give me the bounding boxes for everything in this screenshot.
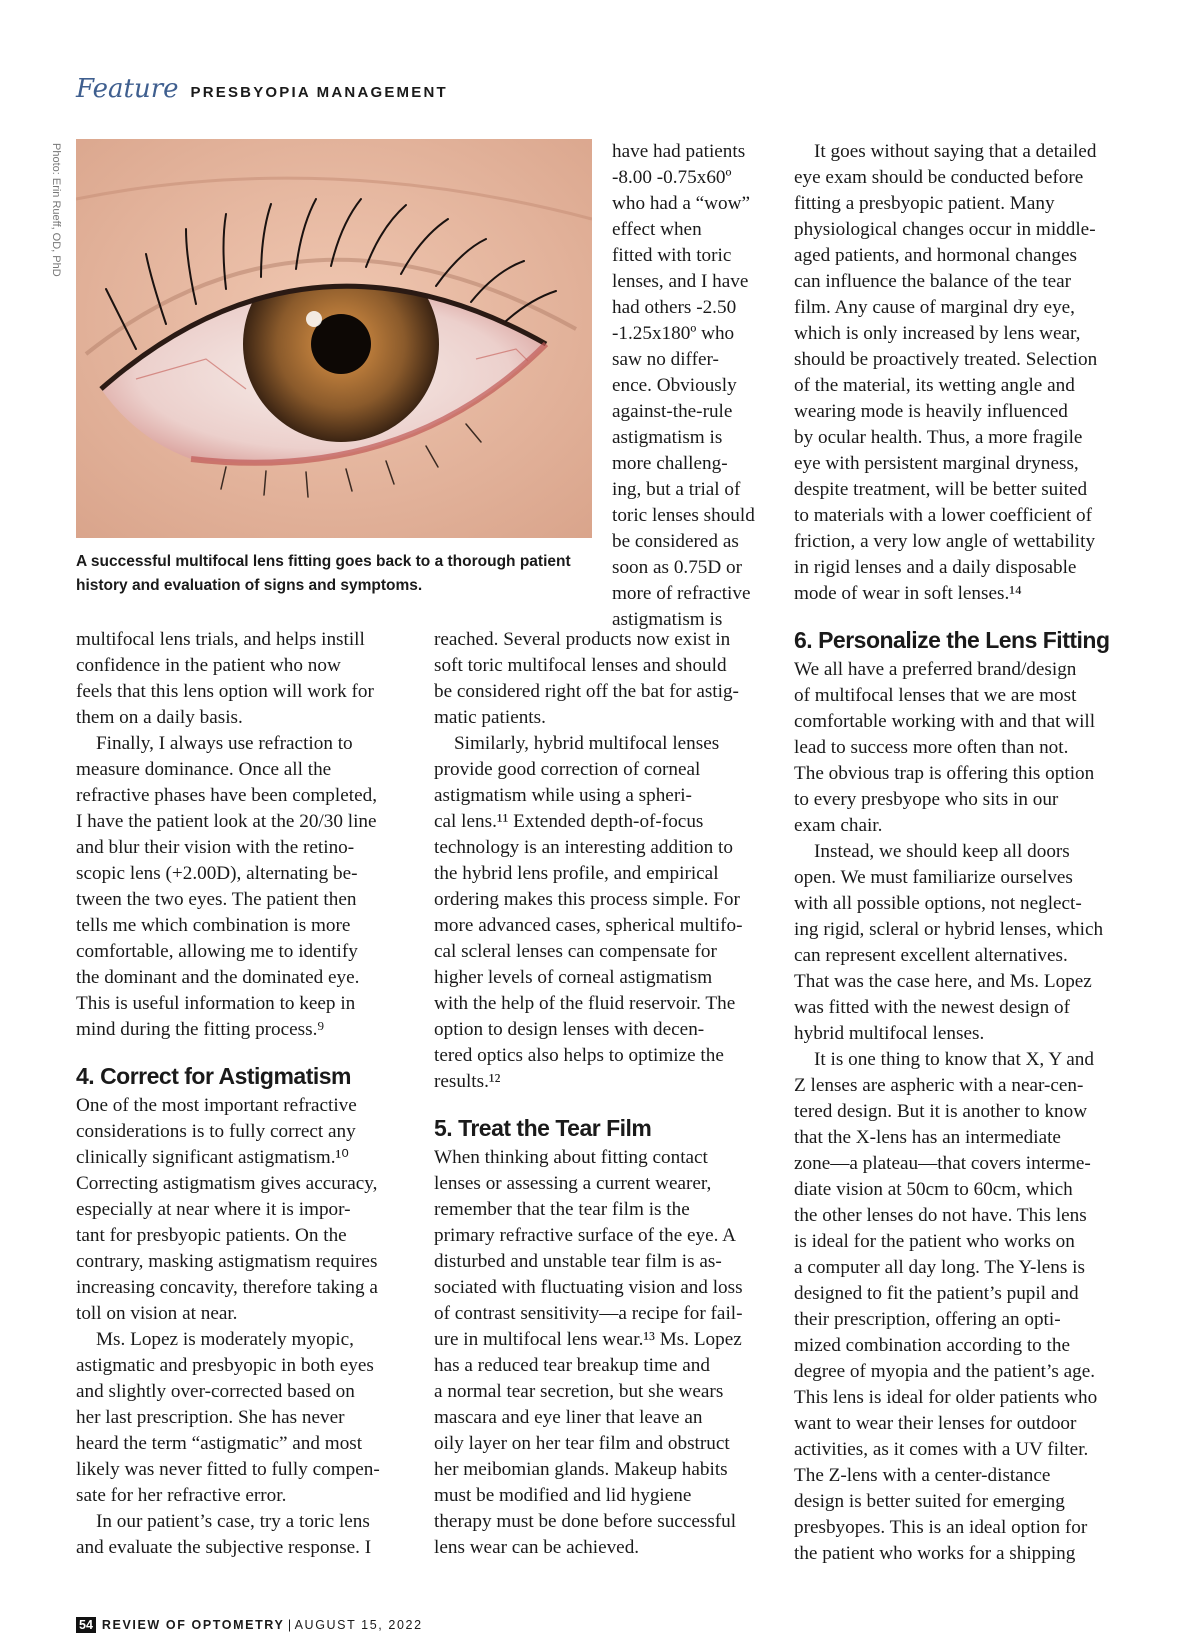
section-heading: 5. Treat the Tear Film [434, 1115, 652, 1141]
text-line: to every presbyope who sits in our [794, 789, 1059, 810]
text-line: of contrast sensitivity—a recipe for fail- [434, 1303, 743, 1324]
text-line: sociated with fluctuating vision and loss [434, 1277, 743, 1298]
text-line: lead to success more often than not. [794, 737, 1069, 758]
text-line: effect when [612, 219, 702, 240]
text-line: multifocal lens trials, and helps instill [76, 629, 365, 650]
text-line: primary refractive surface of the eye. A [434, 1225, 737, 1246]
text-line: considerations is to fully correct any [76, 1121, 356, 1142]
text-line: aged patients, and hormonal changes [794, 245, 1077, 266]
text-line: oily layer on her tear film and obstruct [434, 1433, 730, 1454]
text-line: diate vision at 50cm to 60cm, which [794, 1179, 1073, 1200]
text-line: ordering makes this process simple. For [434, 889, 740, 910]
text-line: provide good correction of corneal [434, 759, 701, 780]
text-line: This is useful information to keep in [76, 993, 356, 1014]
text-line: eye with persistent marginal dryness, [794, 453, 1079, 474]
footer-separator: | [287, 1618, 292, 1632]
text-line: comfortable working with and that will [794, 711, 1096, 732]
page-footer [76, 1617, 423, 1633]
text-line: reached. Several products now exist in [434, 629, 731, 650]
text-line: cal lens.¹¹ Extended depth-of-focus [434, 811, 704, 832]
text-line: astigmatic and presbyopic in both eyes [76, 1355, 374, 1376]
text-line: a normal tear secretion, but she wears [434, 1381, 724, 1402]
text-line: comfortable, allowing me to identify [76, 941, 358, 962]
text-line: mode of wear in soft lenses.¹⁴ [794, 583, 1022, 604]
caption-line: history and evaluation of signs and symptoms. [76, 577, 423, 594]
text-line: tween the two eyes. The patient then [76, 889, 357, 910]
text-line: increasing concavity, therefore taking a [76, 1277, 378, 1298]
text-line: designed to fit the patient’s pupil and [794, 1283, 1079, 1304]
text-line: The obvious trap is offering this option [794, 763, 1095, 784]
text-line: Finally, I always use refraction to [96, 733, 353, 754]
caption-line: A successful multifocal lens fitting goes back to a thorough patient [76, 553, 571, 570]
text-line: activities, as it comes with a UV filter. [794, 1439, 1089, 1460]
photo-caption [76, 550, 606, 598]
text-line: presbyopes. This is an ideal option for [794, 1517, 1088, 1538]
text-line: likely was never fitted to fully compen- [76, 1459, 380, 1480]
text-line: remember that the tear film is the [434, 1199, 690, 1220]
text-line: fitted with toric [612, 245, 732, 266]
text-line: is ideal for the patient who works on [794, 1231, 1075, 1252]
text-line: more challeng- [612, 453, 728, 474]
text-line: to materials with a lower coefficient of [794, 505, 1093, 526]
issue-date: AUGUST 15, 2022 [294, 1618, 423, 1632]
text-line: should be proactively treated. Selection [794, 349, 1098, 370]
text-line: fitting a presbyopic patient. Many [794, 193, 1055, 214]
text-line: the hybrid lens profile, and empirical [434, 863, 719, 884]
text-line: toric lenses should [612, 505, 755, 526]
text-line: I have the patient look at the 20/30 line [76, 811, 377, 832]
text-line: heard the term “astigmatic” and most [76, 1433, 363, 1454]
text-line: against-the-rule [612, 401, 733, 422]
text-line: soon as 0.75D or [612, 557, 743, 578]
text-line: In our patient’s case, try a toric lens [96, 1511, 370, 1532]
running-header [76, 74, 448, 114]
text-line: soft toric multifocal lenses and should [434, 655, 727, 676]
text-line: hybrid multifocal lenses. [794, 1023, 985, 1044]
text-line: tells me which combination is more [76, 915, 351, 936]
text-line: astigmatism while using a spheri- [434, 785, 692, 806]
text-line: in rigid lenses and a daily disposable [794, 557, 1077, 578]
text-line: that the X-lens has an intermediate [794, 1127, 1061, 1148]
text-line: We all have a preferred brand/design [794, 659, 1077, 680]
text-line: lenses, and I have [612, 271, 749, 292]
text-line: physiological changes occur in middle- [794, 219, 1096, 240]
text-line: the other lenses do not have. This lens [794, 1205, 1087, 1226]
text-line: Similarly, hybrid multifocal lenses [454, 733, 720, 754]
text-line: was fitted with the newest design of [794, 997, 1071, 1018]
column-3 [794, 139, 1110, 1567]
text-line: have had patients [612, 141, 746, 162]
text-line: contrary, masking astigmatism requires [76, 1251, 378, 1272]
text-line: must be modified and lid hygiene [434, 1485, 692, 1506]
text-line: option to design lenses with decen- [434, 1019, 705, 1040]
text-line: eye exam should be conducted before [794, 167, 1084, 188]
text-line: their prescription, offering an opti- [794, 1309, 1061, 1330]
text-line: who had a “wow” [612, 193, 750, 214]
section-label: PRESBYOPIA MANAGEMENT [190, 84, 448, 101]
page-number: 54 [76, 1617, 96, 1633]
text-line: mized combination according to the [794, 1335, 1070, 1356]
text-line: cal scleral lenses can compensate for [434, 941, 717, 962]
text-line: saw no differ- [612, 349, 719, 370]
text-line: ure in multifocal lens wear.¹³ Ms. Lopez [434, 1329, 742, 1350]
text-line: When thinking about fitting contact [434, 1147, 708, 1168]
text-line: tered optics also helps to optimize the [434, 1045, 724, 1066]
text-line: exam chair. [794, 815, 883, 836]
text-line: of multifocal lenses that we are most [794, 685, 1077, 706]
text-line: lenses or assessing a current wearer, [434, 1173, 712, 1194]
text-line: which is only increased by lens wear, [794, 323, 1081, 344]
text-line: Ms. Lopez is moderately myopic, [96, 1329, 354, 1350]
text-line: matic patients. [434, 707, 546, 728]
text-line: confidence in the patient who now [76, 655, 341, 676]
text-line: astigmatism is [612, 427, 723, 448]
text-line: refractive phases have been completed, [76, 785, 377, 806]
text-line: by ocular health. Thus, a more fragile [794, 427, 1083, 448]
text-line: design is better suited for emerging [794, 1491, 1065, 1512]
text-line: Correcting astigmatism gives accuracy, [76, 1173, 378, 1194]
text-line: and slightly over-corrected based on [76, 1381, 355, 1402]
text-line: zone—a plateau—that covers interme- [794, 1153, 1091, 1174]
journal-name: REVIEW OF OPTOMETRY [101, 1618, 285, 1632]
text-line: and evaluate the subjective response. I [76, 1537, 372, 1558]
text-line: her last prescription. She has never [76, 1407, 345, 1428]
text-line: want to wear their lenses for outdoor [794, 1413, 1077, 1434]
text-line: It is one thing to know that X, Y and [814, 1049, 1094, 1070]
text-line: be considered as [612, 531, 739, 552]
text-line: ing, but a trial of [612, 479, 741, 500]
text-line: clinically significant astigmatism.¹⁰ [76, 1147, 349, 1168]
text-line: can represent excellent alternatives. [794, 945, 1068, 966]
photo-credit: Photo: Erin Rueff, OD, PhD [50, 143, 62, 277]
text-line: the dominant and the dominated eye. [76, 967, 360, 988]
text-line: Z lenses are aspheric with a near-cen- [794, 1075, 1084, 1096]
text-line: tered design. But it is another to know [794, 1101, 1088, 1122]
text-line: the patient who works for a shipping [794, 1543, 1076, 1564]
text-line: can influence the balance of the tear [794, 271, 1071, 292]
text-line: her meibomian glands. Makeup habits [434, 1459, 728, 1480]
text-line: had others -2.50 [612, 297, 737, 318]
text-line: results.¹² [434, 1071, 501, 1092]
text-line: tant for presbyopic patients. On the [76, 1225, 347, 1246]
text-line: -8.00 -0.75x60º [612, 167, 732, 188]
text-line: technology is an interesting addition to [434, 837, 733, 858]
text-line: of the material, its wetting angle and [794, 375, 1075, 396]
section-heading: 6. Personalize the Lens Fitting [794, 627, 1110, 653]
text-line: more advanced cases, spherical multifo- [434, 915, 743, 936]
text-line: open. We must familiarize ourselves [794, 867, 1073, 888]
text-line: feels that this lens option will work for [76, 681, 374, 702]
text-line: them on a daily basis. [76, 707, 243, 728]
text-line: lens wear can be achieved. [434, 1537, 640, 1558]
column-1 [76, 627, 380, 1561]
text-line: more of refractive [612, 583, 751, 604]
text-line: sate for her refractive error. [76, 1485, 287, 1506]
text-line: mind during the fitting process.⁹ [76, 1019, 325, 1040]
text-line: disturbed and unstable tear film is as- [434, 1251, 722, 1272]
text-line: ence. Obviously [612, 375, 737, 396]
eye-photo [76, 139, 592, 538]
text-line: with all possible options, not neglect- [794, 893, 1082, 914]
text-line: a computer all day long. The Y-lens is [794, 1257, 1085, 1278]
text-line: film. Any cause of marginal dry eye, [794, 297, 1075, 318]
text-line: and blur their vision with the retino- [76, 837, 355, 858]
text-line: This lens is ideal for older patients who [794, 1387, 1098, 1408]
text-line: friction, a very low angle of wettability [794, 531, 1096, 552]
column-2-upper [612, 139, 755, 633]
column-2 [434, 627, 743, 1561]
text-line: The Z-lens with a center-distance [794, 1465, 1051, 1486]
text-line: especially at near where it is impor- [76, 1199, 351, 1220]
text-line: astigmatism is [612, 609, 723, 630]
text-line: has a reduced tear breakup time and [434, 1355, 710, 1376]
text-line: mascara and eye liner that leave an [434, 1407, 703, 1428]
text-line: toll on vision at near. [76, 1303, 238, 1324]
text-line: therapy must be done before successful [434, 1511, 737, 1532]
text-line: One of the most important refractive [76, 1095, 357, 1116]
feature-label: Feature [76, 74, 179, 104]
text-line: wearing mode is heavily influenced [794, 401, 1068, 422]
text-line: That was the case here, and Ms. Lopez [794, 971, 1092, 992]
text-line: It goes without saying that a detailed [814, 141, 1097, 162]
text-line: degree of myopia and the patient’s age. [794, 1361, 1096, 1382]
text-line: scopic lens (+2.00D), alternating be- [76, 863, 358, 884]
text-line: measure dominance. Once all the [76, 759, 332, 780]
text-line: -1.25x180º who [612, 323, 735, 344]
text-line: ing rigid, scleral or hybrid lenses, which [794, 919, 1104, 940]
text-line: higher levels of corneal astigmatism [434, 967, 713, 988]
text-line: despite treatment, will be better suited [794, 479, 1088, 500]
text-line: Instead, we should keep all doors [814, 841, 1070, 862]
text-line: be considered right off the bat for astig- [434, 681, 739, 702]
text-line: with the help of the fluid reservoir. The [434, 993, 736, 1014]
section-heading: 4. Correct for Astigmatism [76, 1063, 351, 1089]
